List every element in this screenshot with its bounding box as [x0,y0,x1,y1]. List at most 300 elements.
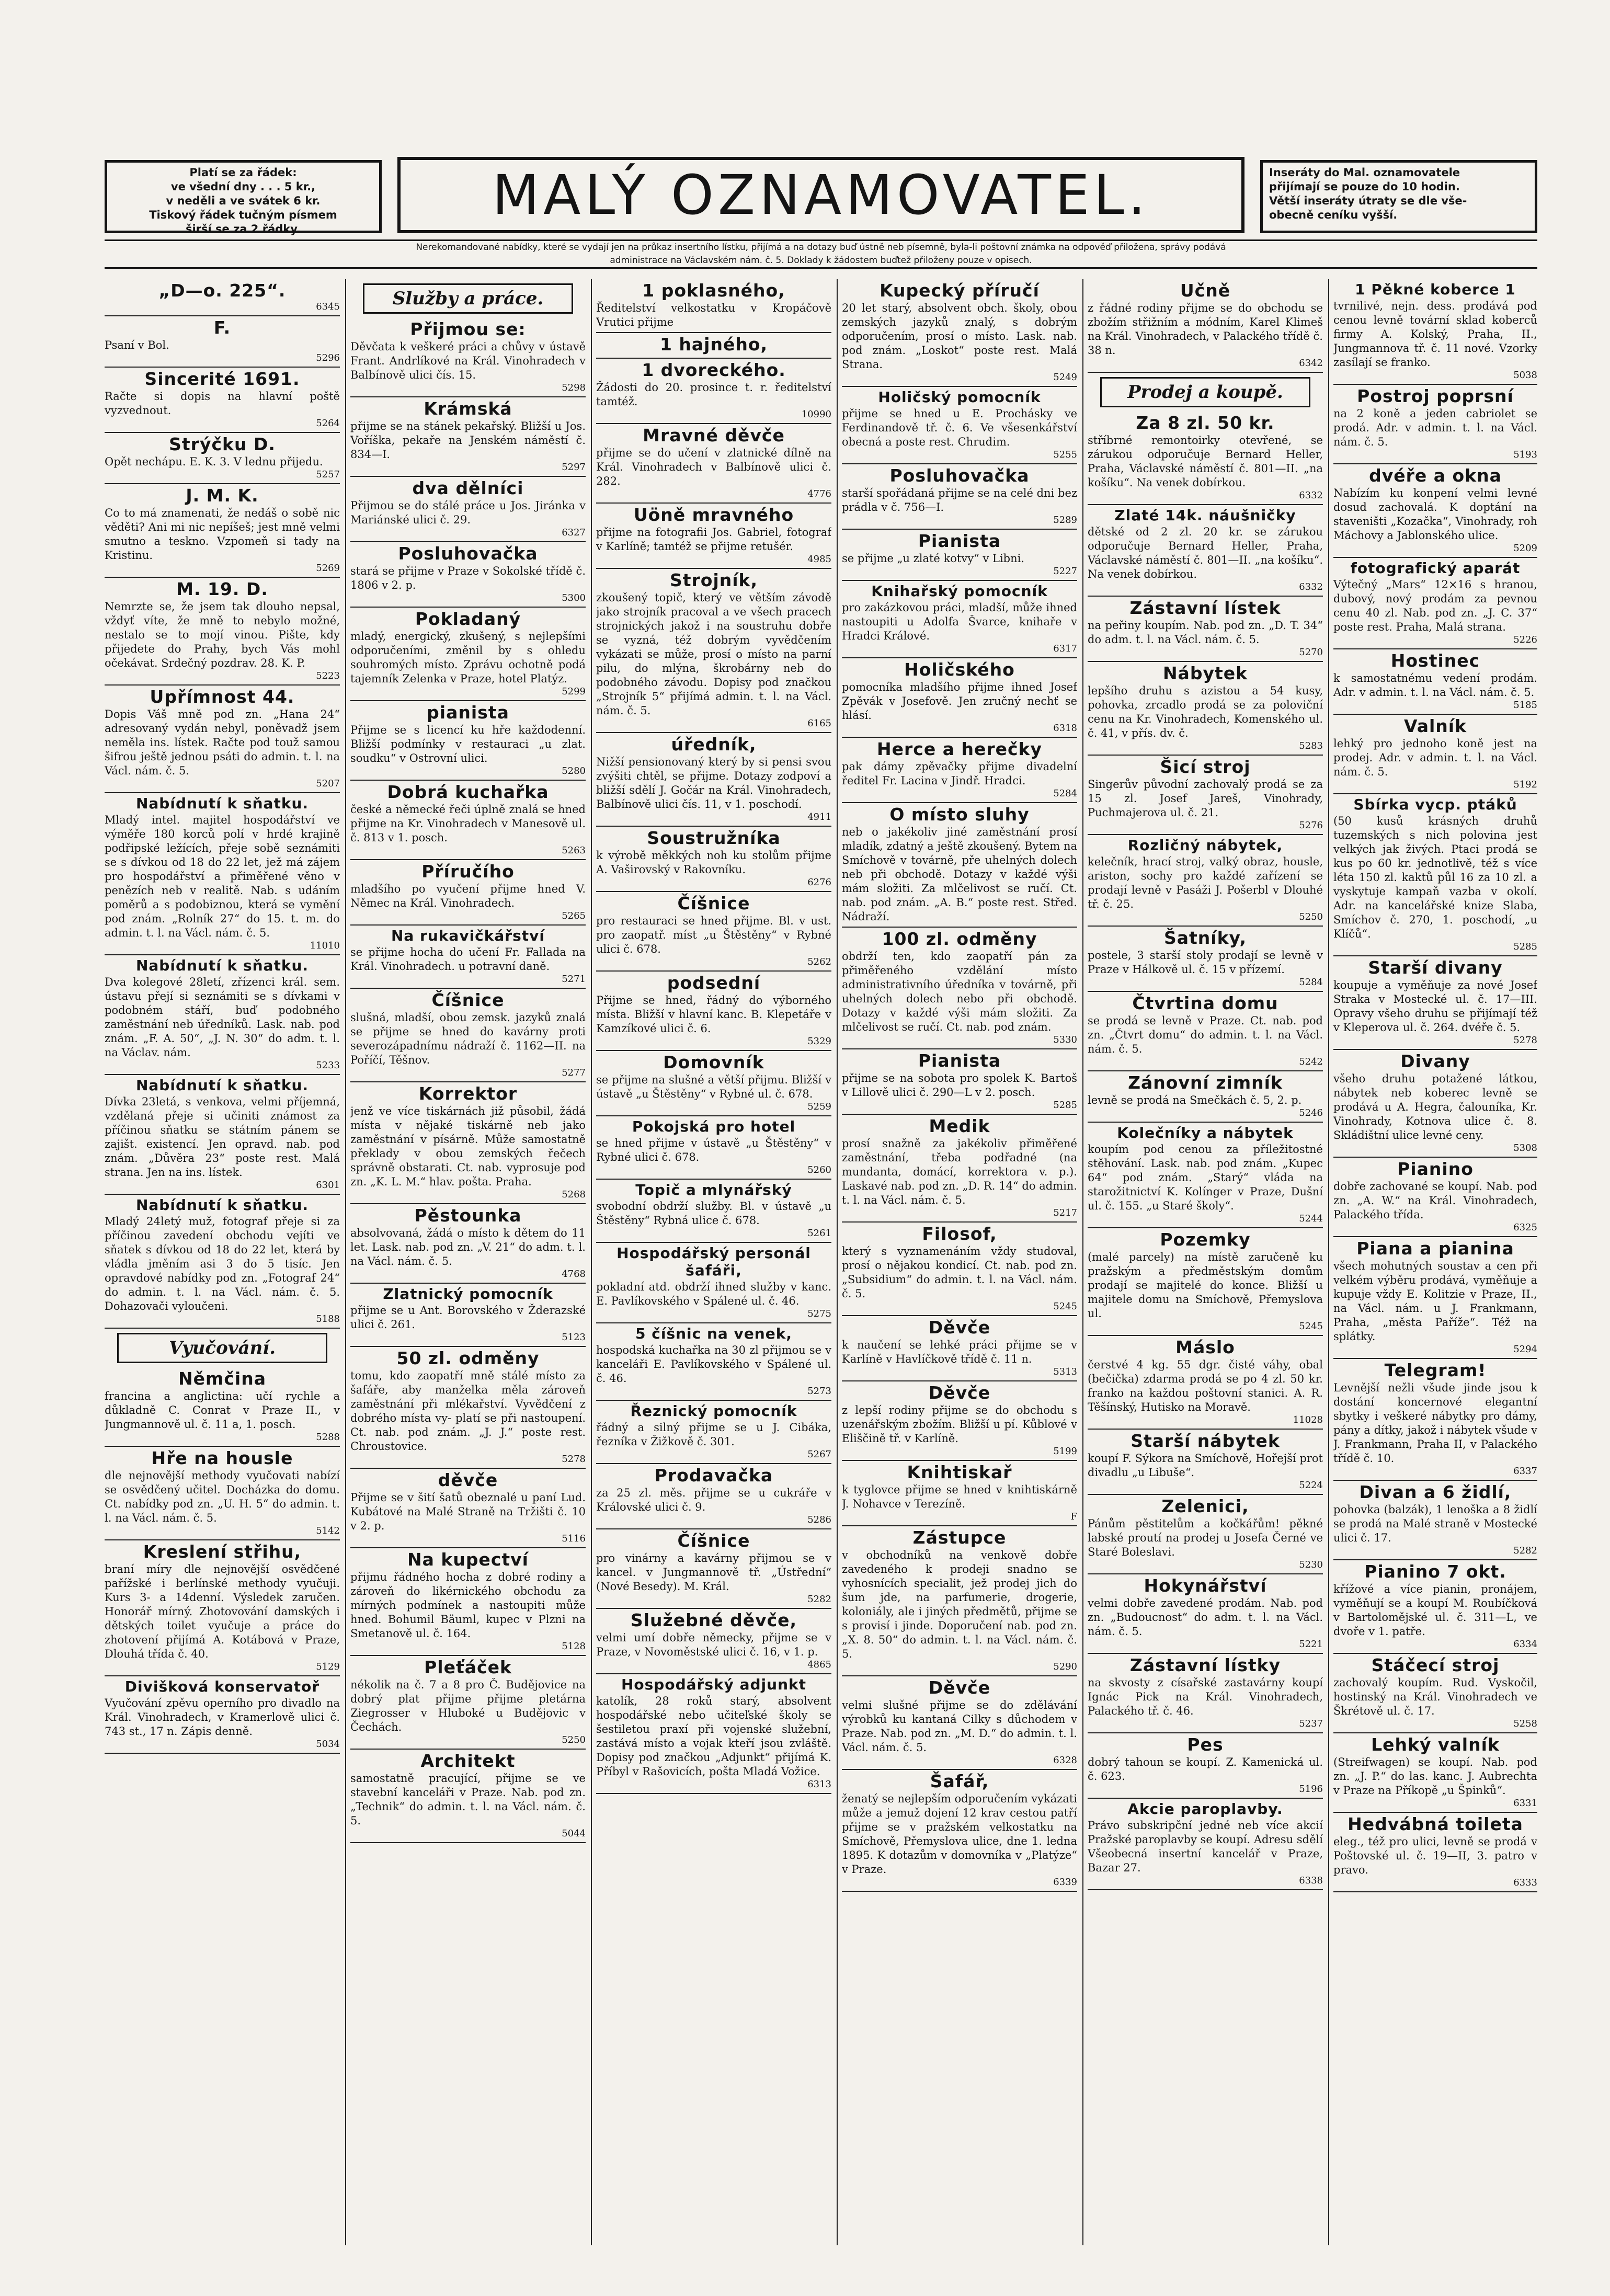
ad-headline: Hospodářský adjunkt [621,1676,807,1693]
ad-number: 6325 [1513,1222,1537,1233]
ad-number: 5245 [1053,1301,1077,1312]
ad-number: 5226 [1513,634,1537,645]
ad-number: 5237 [1299,1718,1323,1729]
classified-ad [350,989,586,1082]
ad-text: zachovalý koupím. Rud. Vyskočil, hostinský na Král. Vinohradech ve Škrétově ul. č. 17. [1333,1676,1537,1717]
classified-ad [1088,279,1323,373]
ad-text: koupuje a vyměňuje za nové Josef Straka v Mostecké ul. č. 17—III. Opravy všeho druhu se přijímají též v Kleperova ul. č. 264. dvéře č. 5. [1333,979,1537,1034]
ad-number: 5257 [316,469,340,480]
ad-headline: 1 Pěkné koberce 1 [1355,281,1516,298]
classified-ad [596,279,831,333]
ad-number: 5296 [316,352,340,363]
classified-ad [1333,956,1537,1050]
classified-ad [1333,279,1537,385]
ad-text: Přijme se v šití šatů obeznalé u paní Lud. Kubátové na Malé Straně na Tržišti č. 10 v 2. p. [350,1491,586,1532]
classified-ad [842,387,1077,464]
ad-headline: Divany [1400,1051,1470,1071]
ad-number: 5280 [562,766,586,776]
ad-number: 5308 [1513,1143,1537,1153]
column-5 [1088,279,1323,2245]
ad-number: 5278 [1513,1035,1537,1046]
ad-number: 6332 [1299,581,1323,592]
ad-headline: Pes [1187,1734,1224,1755]
ad-headline: dva dělníci [412,478,524,498]
ad-text: Mladý intel. majitel hospodářství ve výměře 180 korců polí v hrdé krajině podřipské ležících, přeje sobě seznámiti se s dívkou od 18 do 22 let, jež má zájem pro hospodářství a přiměřené věno v penězích neb v realitě. Nab. s udáním poměrů a s podobiznou, která se vymění pod znám. „Rolník 27“ do 15. t. m. do admin. t. l. na Václ. nám. č. 5. [105,814,340,939]
classified-ad [350,1284,586,1347]
classified-ad [596,972,831,1051]
ad-number: 5271 [562,974,586,985]
ad-text: dobře zachované se koupí. Nab. pod zn. „A. W.“ na Král. Vinohradech, Palackého třída. [1333,1180,1537,1221]
ad-headline: Děvče [928,1317,991,1338]
ad-number: 11010 [310,940,340,951]
ad-text: pro zakázkovou práci, mladší, může ihned nastoupiti u Adolfa Švarce, knihaře v Hradci Králové. [842,601,1077,642]
ad-number: 5244 [1299,1213,1323,1224]
ad-number: 5298 [562,382,586,393]
ad-text: starší spořádaná přijme se na celé dni bez prádla v č. 756—I. [842,487,1077,513]
ad-number: 5188 [316,1313,340,1324]
ad-text: nékolik na č. 7 a 8 pro Č. Budějovice na dobrý plat přijme přijme pletárna Ziegrosser v Hluboké u Budějovic v Čechách. [350,1678,586,1733]
ad-text: na skvosty z císařské zastavárny koupí Ignác Pick na Král. Vinohradech, Palackého tř. č. 46. [1088,1676,1323,1717]
classified-ad [1333,558,1537,649]
ad-number: 5142 [316,1525,340,1536]
classified-ad [105,955,340,1075]
ad-headline: Posluhovačka [889,465,1030,486]
classified-ad [1333,1733,1537,1813]
ad-headline: Mravné děvče [643,425,785,446]
classified-ad [842,279,1077,387]
classified-ad [1333,1359,1537,1481]
ad-text: kelečník, hrací stroj, valký obraz, housle, ariston, sochy pro každé zařízení se prodají levně v Pasáži J. Pošerbl v Dlouhé tř. č. 25. [1088,855,1323,910]
ad-text: na 2 koně a jeden cabriolet se prodá. Adr. v admin. t. l. na Václ. nám. č. 5. [1333,407,1537,448]
ad-text: obdrží ten, kdo zaopatří pán za přiměřeného vzdělání místo administrativního úředníka v továrně, při uhelných dolech nebo při obchodě. Dotazy v každé výši mám složiti. Za mlčelivost se ručí. Ct. nab. pod znám. [842,950,1077,1033]
page-title: MALÝ OZNAMOVATEL. [397,157,1244,233]
ad-headline: Holičský pomocník [878,389,1041,406]
ad-number: 4865 [807,1659,831,1670]
ad-headline: Topič a mlynářský [635,1181,792,1198]
column-1 [105,279,340,2245]
price-line: Tiskový řádek tučným písmem [149,209,337,221]
ad-headline: Kreslení střihu, [143,1541,302,1562]
classified-ad [842,581,1077,658]
classified-ad [1088,1799,1323,1890]
ad-headline: Řeznický pomocník [630,1402,797,1420]
ad-number: 5192 [1513,779,1537,790]
ad-number: 5268 [562,1189,586,1200]
ad-headline: Uöně mravného [633,505,794,525]
ad-text: z řádné rodiny přijme se do obchodu se zbožím střižním a módním, Karel Klimeš na Král. Vinohradech, v Palackého třídě č. 38 n. [1088,302,1323,357]
ad-headline: Rozličný nábytek, [1127,837,1283,854]
ad-text: mladý, energický, zkušený, s nejlepšími odporučeními, změnil by s ohledu souhromých místo. Zprávu ochotně podá tajemník Zelenka v Praze, hotel Platýz. [350,630,586,685]
ad-headline: O místo sluhy [889,804,1030,825]
ad-text: pro vinárny a kavárny přijmou se v kancel. v Jungmannově tř. „Ústřední“ (Nové Besedy). M. Král. [596,1552,831,1593]
ad-headline: M. 19. D. [176,579,268,599]
ad-text: Račte si dopis na hlavní poště vyzvednout. [105,390,340,417]
ad-headline: Upřímnost 44. [150,687,295,707]
ad-headline: Knihařský pomocník [871,582,1048,600]
ad-text: se přijme „u zlaté kotvy“ v Libni. [842,552,1025,565]
ad-number: 5250 [562,1734,586,1745]
ad-number: 5193 [1513,449,1537,460]
classified-ad [1333,1813,1537,1892]
ad-headline: Nábytek [1162,663,1248,683]
classified-ad [105,686,340,793]
ad-headline: Pianista [918,1050,1001,1071]
ad-text: Právo subskripční jedné neb více akcií Pražské paroplavby se koupí. Adresu sdělí Všeobecná insertní kancelář v Praze, Bazar 27. [1088,1819,1323,1874]
ad-headline: Zástavní lístky [1129,1655,1281,1675]
classified-ad [596,504,831,569]
ad-number: 5286 [807,1514,831,1525]
ad-headline: Pozemky [1160,1229,1251,1250]
ad-number: 5044 [562,1828,586,1839]
ad-text: koupím pod cenou za příležitostné stěhování. Lask. nab. pod znám. „Kupec 64“ pod znám. „Starý“ vláda na starožitnictví K. Kolínger v Praze, Dušní ul. č. 155. „u Staré školy“. [1088,1143,1323,1212]
classified-ad [350,701,586,781]
classified-ad [842,928,1077,1049]
ad-headline: Posluhovačka [398,543,538,564]
ad-headline: Nabídnutí k sňatku. [135,957,309,974]
classified-ad [596,733,831,827]
classified-ad [105,484,340,578]
classified-ad [842,1316,1077,1381]
ad-number: 6334 [1513,1639,1537,1650]
classified-ad [105,433,340,484]
classified-ad [1333,715,1537,794]
ad-headline: Kupecký příručí [880,280,1040,301]
classified-ad [596,333,831,359]
ad-headline: J. M. K. [186,485,259,506]
classified-ad [1088,1574,1323,1654]
ad-number: 5233 [316,1060,340,1071]
ad-text: Ředitelství velkostatku v Kropáčově Vrutici přijme [596,302,831,328]
ad-headline: Máslo [1175,1337,1235,1357]
ad-text: přijme se do učení v zlatnické dílně na Král. Vinohradech v Balbínově ulici č. 282. [596,447,831,487]
ad-headline: Strojník, [669,570,758,590]
classified-ad [1333,649,1537,715]
ad-headline: Přijmou se: [410,319,526,339]
ad-headline: Nabídnutí k sňatku. [135,1077,309,1094]
ad-headline: Sincerité 1691. [144,369,300,389]
ad-headline: Korrektor [418,1083,518,1104]
ad-number: 5223 [316,670,340,681]
classified-ad [842,1381,1077,1461]
ad-number: 5224 [1299,1480,1323,1491]
ad-text: (50 kusů krásných druhů tuzemských s nich polovina jest velkých jak živých. Ptaci prodá se kus po 60 kr. jednotlivě, též s více léta 150 zl. kaktů půl 16 za 10 zl. a vyskytuje kampaň vazba v okolí. Adr. na kancelářské knize Slaba, Smíchov č. 270, 1. poschodí, „u Klíčů“. [1333,815,1537,940]
classified-ad [105,1676,340,1754]
ad-text: francina a anglictina: učí rychle a důkladně C. Conrat v Praze II., v Jungmannově ul. č. 11 a, 1. posch. [105,1390,340,1431]
ad-headline: Lehký valník [1371,1734,1500,1755]
ad-text: hospodská kuchařka na 30 zl přijmou se v kanceláři E. Pavlíkovského v Spálené ul. č. 46. [596,1344,831,1385]
ad-text: Přijme se hned, řádný do výborného místa. Bližší v hlavní kanc. B. Klepetáře v Kamzíkové ulici č. 6. [596,994,831,1035]
ad-headline: 1 hajného, [659,334,768,355]
ad-text: dle nejnovější methody vyučovati nabízí se osvědčený učitel. Docházka do domu. Ct. nabídky pod zn. „U. H. 5“ do admin. t. l. na Václ. nám. č. 5. [105,1469,340,1524]
ad-number: 6332 [1299,490,1323,501]
ad-number: 5196 [1299,1784,1323,1795]
ad-text: Co to má znamenati, že nedáš o sobě nic věděti? Ani mi nic nepíšeš; jest mně velmi smutno a teskno. Vzpomeň si tady na Kristinu. [105,507,340,562]
ad-number: 5258 [1513,1718,1537,1729]
classified-ad [596,1674,831,1794]
ad-headline: Číšnice [677,1530,750,1551]
classified-ad [1333,1237,1537,1359]
ad-headline: Architekt [420,1751,516,1771]
classified-ad [596,892,831,972]
ad-headline: Medik [929,1116,990,1136]
ad-text: Psaní v Bol. [105,339,169,351]
classified-ad [105,1447,340,1540]
ad-text: velmi slušné přijme se do zdělávání výrobků ku kantaná Cilky s důchodem v Praze. Nab. pod zn. „M. D.“ do admin. t. l. Václ. nám. č. 5. [842,1699,1077,1754]
ad-headline: 1 dvoreckého. [642,360,786,380]
ad-headline: Hedvábná toileta [1348,1814,1523,1834]
ad-text: Přijme se s licencí ku hře každodenní. Bližší podmínky v restauraci „u zlat. soudku“ v Ostrovní ulici. [350,724,586,764]
ad-number: 5242 [1299,1056,1323,1067]
ad-headline: Zlatnický pomocník [383,1285,553,1303]
classified-ad [105,1075,340,1195]
ad-number: 5221 [1299,1639,1323,1650]
ad-text: (malé parcely) na místě zaručeně ku pražským a předměstským domům prodají se majitelé do konce. Bližší u majitele domu na Smíchově, Přemyslova ul. [1088,1251,1323,1320]
ad-text: stará se přijme v Praze v Sokolské třídě č. 1806 v 2. p. [350,565,586,591]
classified-ad [1088,1495,1323,1574]
ad-number: 4768 [562,1269,586,1280]
ad-number: 5273 [807,1386,831,1397]
ad-text: Dívka 23letá, s venkova, velmi příjemná, vzdělaná přeje si učiniti známost za příčinou sňatku se státním pánem se zajišt. existencí. Jen opravd. nab. pod znám. „Důvěra 23“ poste rest. Malá strana. Jen na ins. lístek. [105,1095,340,1179]
classified-ad [842,738,1077,803]
ad-headline: pianista [427,702,509,723]
ad-number: 5270 [1299,647,1323,658]
ad-headline: 100 zl. odměny [882,929,1037,949]
ad-headline: Děvče [928,1383,991,1403]
ad-number: 6301 [316,1180,340,1191]
ad-headline: Herce a herečky [876,739,1042,759]
ad-headline: Nabídnutí k sňatku. [135,795,309,812]
ad-text: jenž ve více tiskárnách již působil, žádá místa v nějaké tiskárně neb jako zaměstnání v písárně. Může samostatně překlady v obou zemských řečech správně obstarati. Ct. nab. vyprosuje pod zn. „K. L. M.“ hlav. pošta. Praha. [350,1105,586,1188]
classified-ad [1088,927,1323,992]
ad-headline: 5 číšnic na venek, [635,1325,792,1342]
classified-ad [350,1469,586,1548]
ad-headline: Starší nábytek [1131,1431,1280,1451]
classified-ad [350,608,586,701]
ad-headline: Hře na housle [151,1448,293,1468]
ad-text: braní míry dle nejnovější osvědčené pařížské i berlínské methody vyučuji. Kurs 3- a 14denní. Výsledek zaručen. Honorář mírný. Zhotovování damských i dětských toilet vyučuje a práce do zhotovení přijímá A. Kotábová v Praze, Dlouhá třída č. 40. [105,1563,340,1660]
ad-text: tomu, kdo zaopatří mně stálé místo za šafáře, aby manželka měla zároveň zaměstnání při mlékařství. Vyvědčení z dobrého místa vy- platí se při nastoupení. Ct. nab. pod znám. „J. J.“ poste rest. Chroustovice. [350,1369,586,1453]
ad-number: 6338 [1299,1875,1323,1886]
column-divider [1082,279,1083,2245]
ad-number: 5259 [807,1101,831,1112]
ad-text: koupí F. Sýkora na Smíchově, Hořejší prot divadlu „u Libuše“. [1088,1452,1323,1479]
ad-headline: Holičského [904,659,1015,680]
ad-text: tvrnilivé, nejn. dess. prodává pod cenou levně tovární sklad koberců firmy A. Kolský, Praha, II., Jungmannova tř. č. 11 nové. Vzorky zasílají se franko. [1333,300,1537,369]
ad-headline: Divišková konservatoř [124,1678,320,1695]
ad-text: stříbrné remontoirky otevřené, se zárukou odporučuje Bernard Heller, Praha, Václavské náměstí č. 801—II. „na košíku“. Na venek dobírkou. [1088,434,1323,489]
ad-text: (Streifwagen) se koupí. Nab. pod zn. „J. P.“ do las. kanc. J. Aubrechta v Praze na Příkopě „u Špinků“. [1333,1756,1537,1797]
ad-headline: Děvče [928,1677,991,1698]
classified-ad [1088,756,1323,835]
price-line: v neděli a ve svátek 6 kr. [166,195,321,207]
deadline-line: Větší inseráty útraty se dle vše- [1269,195,1467,207]
classified-ad [842,1115,1077,1223]
ad-number: 5265 [562,910,586,921]
ad-text: pokladní atd. obdrží ihned služby v kanc. E. Pavlíkovského v Spálené ul. č. 46. [596,1281,831,1307]
ad-number: 5290 [1053,1661,1077,1672]
ad-number: 6318 [1053,723,1077,734]
classified-ad [1333,794,1537,956]
ad-number: 5299 [562,686,586,697]
classified-ad [842,530,1077,581]
ad-headline: Hospodářský personál šafáři, [616,1244,811,1279]
ad-text: přijme se na sobota pro spolek K. Bartoš v Lillově ulici č. 290—L v 2. posch. [842,1072,1077,1099]
ad-number: 6333 [1513,1877,1537,1888]
classified-ad [1088,1336,1323,1430]
ad-number: 5294 [1513,1344,1537,1355]
ad-number: 5250 [1299,911,1323,922]
column-4 [842,279,1077,2245]
ad-text: z lepší rodiny přijme se do obchodu s uzenářským zbožím. Bližší u pí. Kůblové v Eliščině tř. v Karlíně. [842,1404,1077,1445]
ad-number: 5276 [1299,820,1323,831]
ad-headline: Šafář, [930,1771,989,1791]
classified-ad [1088,505,1323,597]
ad-text: přijmu řádného hocha z dobré rodiny a zároveň do likérnického obchodu za mírných podmínek a nastoupiti může hned. Bohumil Bäuml, kupec v Plzni na Smetanově ul. č. 164. [350,1571,586,1640]
ad-headline: Pleťáček [424,1657,512,1677]
ad-text: k samostatnému vedení prodám. Adr. v admin. t. l. na Václ. nám. č. 5. [1333,672,1537,699]
ad-text: ženatý se nejlepším odporučením vykázati může a jemuž dojení 12 krav cestou patří přijme se v pražském velkostatku na Smíchově, Přemyslova ulice, dne 1. ledna 1895. K dotazům v domovníka v „Platýze“ v Praze. [842,1792,1077,1876]
ad-headline: děvče [438,1470,498,1490]
classified-ad [1088,992,1323,1071]
ad-headline: Šicí stroj [1160,757,1251,777]
ad-number: 5128 [562,1641,586,1652]
ad-number: 5277 [562,1067,586,1078]
classified-ad [105,368,340,433]
ad-text: na peřiny koupím. Nab. pod zn. „D. T. 34“ do adm. t. l. na Václ. nám. č. 5. [1088,619,1323,646]
classified-ad [842,658,1077,738]
classified-ad [596,1464,831,1529]
ad-number: 4776 [807,488,831,499]
classified-ad [1088,835,1323,927]
ad-headline: Sbírka vycp. ptáků [1353,796,1517,813]
classified-ad [1333,1654,1537,1733]
ad-headline: Divan a 6 židlí, [1359,1482,1512,1502]
ad-text: prosí snažně za jakékoliv přiměřené zaměstnání, třeba podřadné (na mundanta, domácí, korrektora v. p.). Laskavé nab. pod zn. „D. R. 14“ do admin. t. l. na Václ. nám. č. 5. [842,1137,1077,1206]
ad-headline: Nabídnutí k sňatku. [135,1196,309,1214]
ad-headline: Akcie paroplavby. [1127,1800,1283,1818]
ad-text: 20 let starý, absolvent obch. školy, obou zemských jazyků znalý, s dobrým odporučením, prosí o místo. Lask. nab. pod znám. „Loskot“ poste rest. Malá Strana. [842,302,1077,371]
ad-text: Dopis Váš mně pod zn. „Hana 24“ adresovaný vydán nebyl, poněvadž jsem neměla ins. lístek. Račte pod touž samou šifrou ještě jednou psáti do admin. t. l. na Václ. nám. č. 5. [105,708,340,777]
ad-headline: Prodavačka [654,1465,773,1486]
ad-headline: Zelenici, [1161,1496,1249,1516]
ad-text: všeho druhu potažené látkou, nábytek neb koberec levně se prodává u A. Hegra, čalouníka, Kr. Vinohrady, Kotnova ulice č. 8. Skládištní ulice levné ceny. [1333,1072,1537,1141]
ad-headline: podsední [667,973,761,993]
ad-text: Nabízím ku konpení velmi levné dosud zachovalá. K doptání na staveništi „Kozačka“, Vinohrady, roh Máchovy a Jablonského ulice. [1333,487,1537,542]
classified-ad [596,1609,831,1674]
classified-ad [350,1656,586,1750]
ad-headline: Na rukavičkářství [391,927,545,944]
column-divider [345,279,346,2245]
ad-headline: Zástavní lístek [1129,598,1281,618]
ad-text: Levnější nežli všude jinde jsou k dostání koncernové elegantní sbytky i veškeré nábytky pro dámy, pány a dítky, jakož i nábytek všude v J. Frankmann, Praha II, v Palackého třídě č. 10. [1333,1381,1537,1465]
ad-number: 5300 [562,592,586,603]
ad-headline: Pokojská pro hotel [632,1118,796,1135]
ad-number: 6317 [1053,643,1077,654]
classified-ad [596,1529,831,1609]
ad-number: 5284 [1053,788,1077,799]
classified-ad [350,477,586,542]
ad-number: 6337 [1513,1466,1537,1477]
ad-number: 5313 [1053,1366,1077,1377]
classified-ad [350,542,586,608]
ad-text: pohovka (balzák), 1 lenoška a 8 židlí se prodá na Malé straně v Mostecké ulici č. 17. [1333,1503,1537,1544]
deadline-line: obecně ceníku vyšší. [1269,209,1398,221]
deadline-line: Inseráty do Mal. oznamovatele [1269,166,1460,179]
ad-number: 6339 [1053,1877,1077,1888]
ad-text: české a německé řeči úplně znalá se hned přijme na Kr. Vinohradech v Manesově ul. č. 813 v 1. posch. [350,803,586,844]
classified-ad [596,1051,831,1116]
ad-text: Výtečný „Mars“ 12×16 s hranou, dubový, nový prodám za pevnou cenu 40 zl. Nab. pod zn. „J. C. 37“ poste rest. Praha, Malá strana. [1333,578,1537,633]
ad-number: 5209 [1513,543,1537,554]
classified-ad [1088,1430,1323,1495]
ad-headline: Zástupce [912,1527,1007,1548]
ad-text: Mladý 24letý muž, fotograf přeje si za příčinou zavedení obchodu vejíti ve sňatek s dívkou od 18 do 22 let, která by vládla jměním asi 3 do 5 tisíc. Jen opravdové nabídky pod zn. „Fotograf 24“ do admin. t. l. na Václ. nám. č. 5. Dohazovači vyloučeni. [105,1215,340,1312]
ad-headline: 50 zl. odměny [396,1348,540,1368]
ad-headline: Filosof, [922,1224,997,1244]
ad-headline: Piana a pianina [1356,1238,1514,1259]
ad-number: 5261 [807,1228,831,1239]
ad-text: svobodní obdrží služby. Bl. v ústavě „u Štěstěny“ Rybná ulice č. 678. [596,1200,831,1227]
notice-line: Nerekomandované nabídky, které se vydají jen na průkaz insertního lístku, přijímá a na dotazy buď ústně neb písemně, byla-li poštovní známka na odpověď přiložena, správy podává [416,242,1226,253]
notice-line: administrace na Václavském nám. č. 5. Doklady k žádostem buďtež přiloženy pouze v opisech. [610,255,1032,266]
ad-headline: Pianino [1397,1159,1474,1179]
classified-ad [596,359,831,424]
ad-text: Vyučování zpěvu operního pro divadlo na Král. Vinohradech, v Kramerlově ulici č. 743 st., 17 n. Zápis denně. [105,1697,340,1738]
ad-number: 5034 [316,1739,340,1750]
classified-ad [596,1243,831,1323]
ad-text: čerstvé 4 kg. 55 dgr. čisté váhy, obal (bečička) zdarma prodá se po 4 zl. 50 kr. franko na každou poštovní stanici. A. R. Těšínský, Hutisko na Moravě. [1088,1358,1323,1413]
classified-ad [1088,1733,1323,1799]
ad-text: velmi dobře zavedené prodám. Nab. pod zn. „Budoucnost“ do adm. t. l. na Václ. nám. č. 5. [1088,1597,1323,1638]
classified-ad [596,827,831,892]
classified-ad [842,1770,1077,1892]
classified-ad [1088,662,1323,756]
ad-text: se prodá se levně v Praze. Ct. nab. pod zn. „Čtvrt domu“ do admin. t. l. na Václ. nám. č. 5. [1088,1014,1323,1055]
ad-number: 5269 [316,563,340,574]
ad-text: všech mohutných soustav a cen při velkém výběru prodává, vyměňuje a kupuje vždy E. Kolitzie v Praze, II., na Václ. nám. u J. Frankmann, Praha, „města Paříže“. Též na splátky. [1333,1260,1537,1343]
ad-headline: Pianino 7 okt. [1364,1561,1506,1582]
ad-number: 5245 [1299,1321,1323,1332]
ad-number: 5285 [1053,1100,1077,1111]
ad-text: se hned přijme v ústavě „u Štěstěny“ v Rybné ulici č. 678. [596,1137,831,1163]
ad-text: přijme se u Ant. Borovského v Žderazské ulici č. 261. [350,1304,586,1331]
newspaper-page [105,157,1537,2248]
ad-headline: Za 8 zl. 50 kr. [1136,413,1275,433]
classified-ad [1333,1560,1537,1654]
classified-ad [1333,1158,1537,1237]
classified-ad [1333,464,1537,558]
ad-text: Pánům pěstitelům a kočkářům! pěkné labské proutí na prodej u Josefa Černé ve Staré Boleslavi. [1088,1517,1323,1558]
ad-headline: F. [213,317,231,338]
ad-text: Singerův původní zachovalý prodá se za 15 zl. Josef Jareš, Vinohrady, Puchmajerova ul. č. 21. [1088,778,1323,819]
classified-ad [1088,412,1323,505]
ad-number: 5255 [1053,449,1077,460]
ad-number: 5227 [1053,566,1077,577]
ad-number: 5285 [1513,941,1537,952]
ad-text: se přijme hocha do učení Fr. Fallada na Král. Vinohradech. u potravní daně. [350,946,586,973]
classified-ad [105,316,340,368]
ad-text: k výrobě měkkých noh ku stolům přijme A. Vaširovský v Rakovníku. [596,849,831,876]
ad-text: katolík, 28 roků starý, absolvent hospodářské nebo učiteľské školy se šestiletou praxí při vojenské služební, zastává místo a vojak kteří jsou zvláště. Dopisy pod značkou „Adjunkt“ přijímá K. Příbyl v Rašovicích, pošta Mladá Vožice. [596,1695,831,1778]
ad-headline: Domovník [663,1052,764,1072]
price-line: širší se za 2 řádky. [185,223,301,235]
ad-text: absolvovaná, žádá o místo k dětem do 11 let. Lask. nab. pod zn. „V. 21“ do adm. t. l. na Václ. nám. č. 5. [350,1227,586,1267]
masthead [105,157,1537,235]
deadline-line: přijímají se pouze do 10 hodin. [1269,180,1460,193]
ad-text: se přijme na slušné a větší přijmu. Bližší v ústavě „u Štěstěny“ v Rybné ul. č. 678. [596,1073,831,1100]
ad-number: 5129 [316,1661,340,1672]
classified-ad [842,803,1077,928]
